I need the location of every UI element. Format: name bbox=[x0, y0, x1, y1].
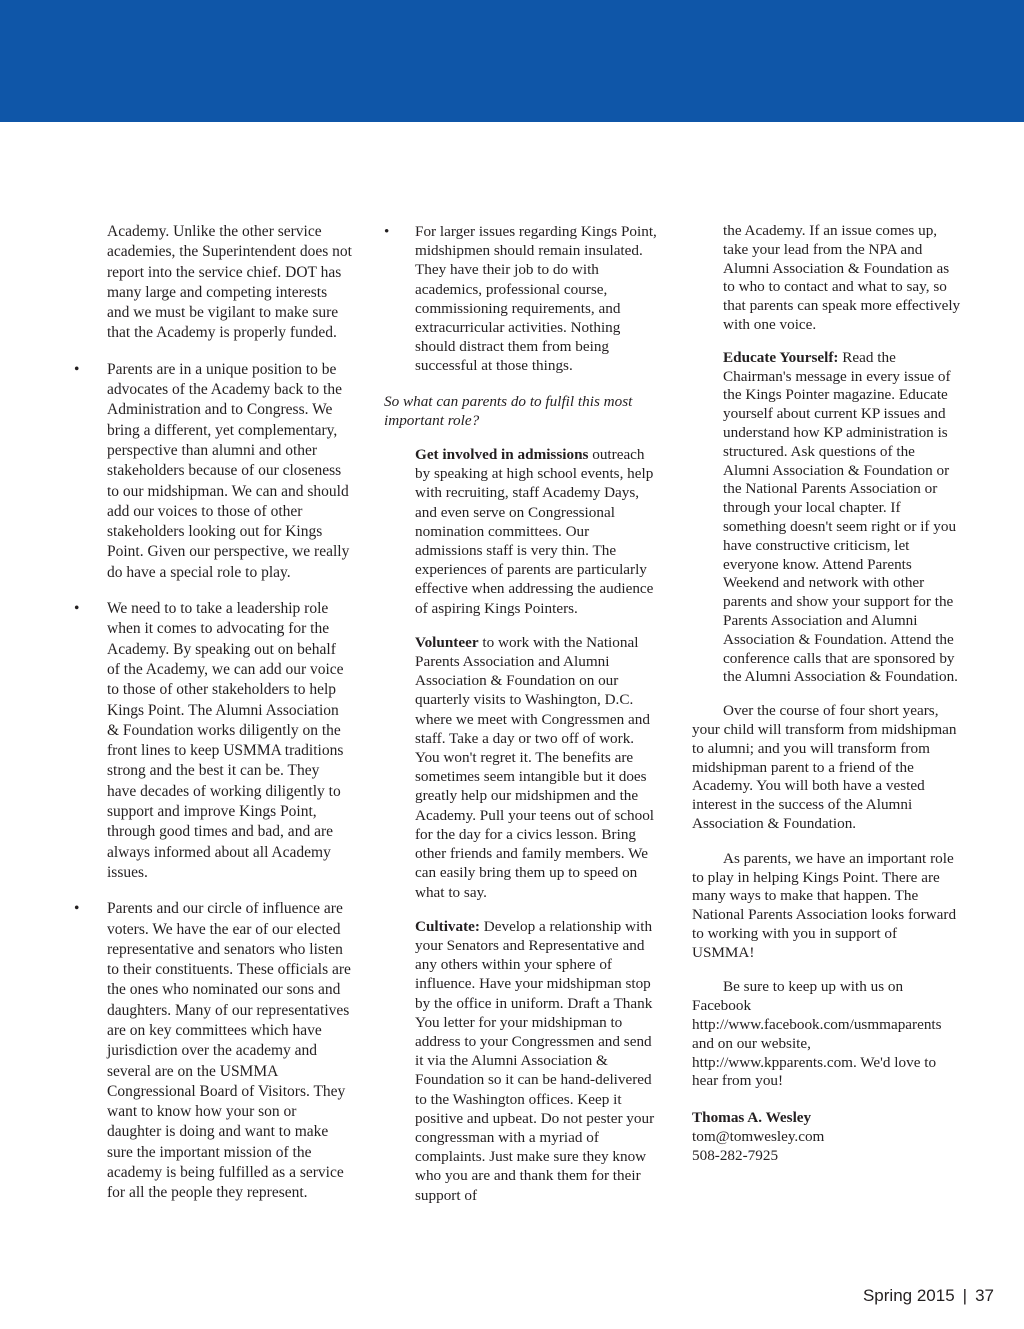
bullet-text: Parents and our circle of influence are voters. We have the ear of our elected representative and senators who listen to their constituents. These officials are the ones who nominated our sons and daughters. Many of our representatives are on key committees which have jurisdiction over the academy and several are on the USMMA Congressional Board of Visitors. They want to know how your son or daughter is doing and want to make sure the important mission of the academy is being fulfilled as a service for all the people they represent. bbox=[107, 900, 351, 1202]
section-lead: Get involved in admissions bbox=[415, 446, 589, 464]
column-3 bbox=[692, 222, 962, 1166]
volunteer-section bbox=[384, 633, 660, 902]
bullet-item bbox=[74, 599, 352, 883]
signature-email: tom@tomwesley.com bbox=[692, 1128, 825, 1146]
body-paragraph: Be sure to keep up with us on Facebook http://www.facebook.com/usmmaparents and on our website, http://www.kpparents.com. We'd love to hear from you! bbox=[692, 978, 942, 1090]
admissions-section bbox=[384, 445, 660, 618]
page-footer bbox=[863, 1286, 994, 1306]
bullet-text: For larger issues regarding Kings Point, midshipmen should remain insulated. They have their job to do with academics, professional course, commissioning requirements, and extracurricular activities. Nothing should distract them from being successful at those things. bbox=[415, 223, 657, 375]
bullet-text: Parents are in a unique position to be advocates of the Academy back to the Administration and to Congress. We bring a different, yet complementary, perspective than alumni and other stakeholders because of our closeness to our midshipman. We can and should add our voices to those of other stakeholders looking out for Kings Point. Given our perspective, we really do have a special role to play. bbox=[107, 360, 350, 581]
cultivate-section bbox=[384, 917, 660, 1205]
section-text: to work with the National Parents Association and Alumni Association & Foundation on our quarterly visits to Washington, D.C. where we meet with Congressmen and staff. Take a day or two off of work. You won't regret it. The benefits are sometimes seem intangible but it does greatly help our midshipmen and the Academy. Pull your teens out of school for the day for a civics lesson. Bring other friends and family members. We can easily bring them up to speed on what to say. bbox=[415, 633, 655, 901]
column-1 bbox=[74, 222, 352, 1220]
section-lead: Educate Yourself: bbox=[723, 348, 839, 366]
section-question: So what can parents do to fulfil this most important role? bbox=[384, 392, 633, 429]
bullet-dot: • bbox=[74, 600, 80, 618]
section-text: outreach by speaking at high school events, help with recruiting, staff Academy Days, and even serve on Congressional nomination committees. Our admissions staff is very thin. The experiences of parents are particularly effective when addressing the audience of aspiring Kings Pointers. bbox=[415, 446, 654, 617]
section-text: Develop a relationship with your Senators and Representative and any others within your sphere of influence. Have your midshipman stop by the office in uniform. Draft a Thank You letter for your midshipman to address to your Congressmen and send it via the Alumni Association & Foundation so it can be hand-delivered to the Washington offices. Keep it positive and upbeat. Do not pester your congressman with a myriad of complaints. Just make sure they know who you are and thank them for their support of bbox=[415, 917, 655, 1204]
bullet-item bbox=[384, 222, 660, 376]
body-paragraph: Over the course of four short years, your child will transform from midshipman to alumni; and you will transform from midshipman parent to a friend of the Academy. You will both have a vested interest in the success of the Alumni Association & Foundation. bbox=[692, 702, 957, 832]
bullet-dot: • bbox=[384, 223, 390, 240]
column-2 bbox=[384, 222, 660, 1220]
continued-paragraph: the Academy. If an issue comes up, take your lead from the NPA and Alumni Association & Foundation as to who to contact and what to say, so that parents can speak more effectively with one voice. bbox=[723, 222, 961, 333]
body-paragraph: As parents, we have an important role to play in helping Kings Point. There are many ways to make that happen. The National Parents Association looks forward to working with you in support of USMMA! bbox=[692, 849, 957, 961]
bullet-item bbox=[74, 360, 352, 583]
section-lead: Volunteer bbox=[415, 633, 479, 651]
intro-paragraph: Academy. Unlike the other service academies, the Superintendent does not report into the service chief. DOT has many large and competing interests and we must be vigilant to make sure that the Academy is properly funded. bbox=[107, 223, 352, 342]
footer-separator: | bbox=[962, 1286, 968, 1305]
section-lead: Cultivate: bbox=[415, 917, 480, 935]
issue-label: Spring 2015 bbox=[862, 1286, 955, 1305]
header-banner bbox=[0, 0, 1024, 122]
bullet-item bbox=[74, 899, 352, 1203]
page-number: 37 bbox=[975, 1286, 994, 1305]
signature-name: Thomas A. Wesley bbox=[692, 1109, 812, 1127]
section-text: Read the Chairman's message in every issue of the Kings Pointer magazine. Educate yourself about current KP issues and understand how KP administration is structured. Ask questions of the Alumni Association & Foundation or the National Parents Association or through your local chapter. If something doesn't seem right or if you have constructive criticism, let everyone know. Attend Parents Weekend and network with other parents and show your support for the Parents Association and Alumni Association & Foundation. Attend the conference calls that are sponsored by the Alumni Association & Foundation. bbox=[723, 348, 958, 686]
educate-section bbox=[692, 349, 962, 687]
bullet-dot: • bbox=[74, 360, 80, 378]
bullet-dot: • bbox=[74, 900, 80, 918]
bullet-text: We need to to take a leadership role when it comes to advocating for the Academy. By speaking out on behalf of the Academy, we can add our voice to those of other stakeholders to help Kings Point. The Alumni Association & Foundation works diligently on the front lines to keep USMMA traditions strong and the best it can be. They have decades of working diligently to support and improve Kings Point, through good times and bad, and are always informed about all Academy issues. bbox=[107, 600, 344, 881]
signature-phone: 508-282-7925 bbox=[692, 1146, 779, 1164]
